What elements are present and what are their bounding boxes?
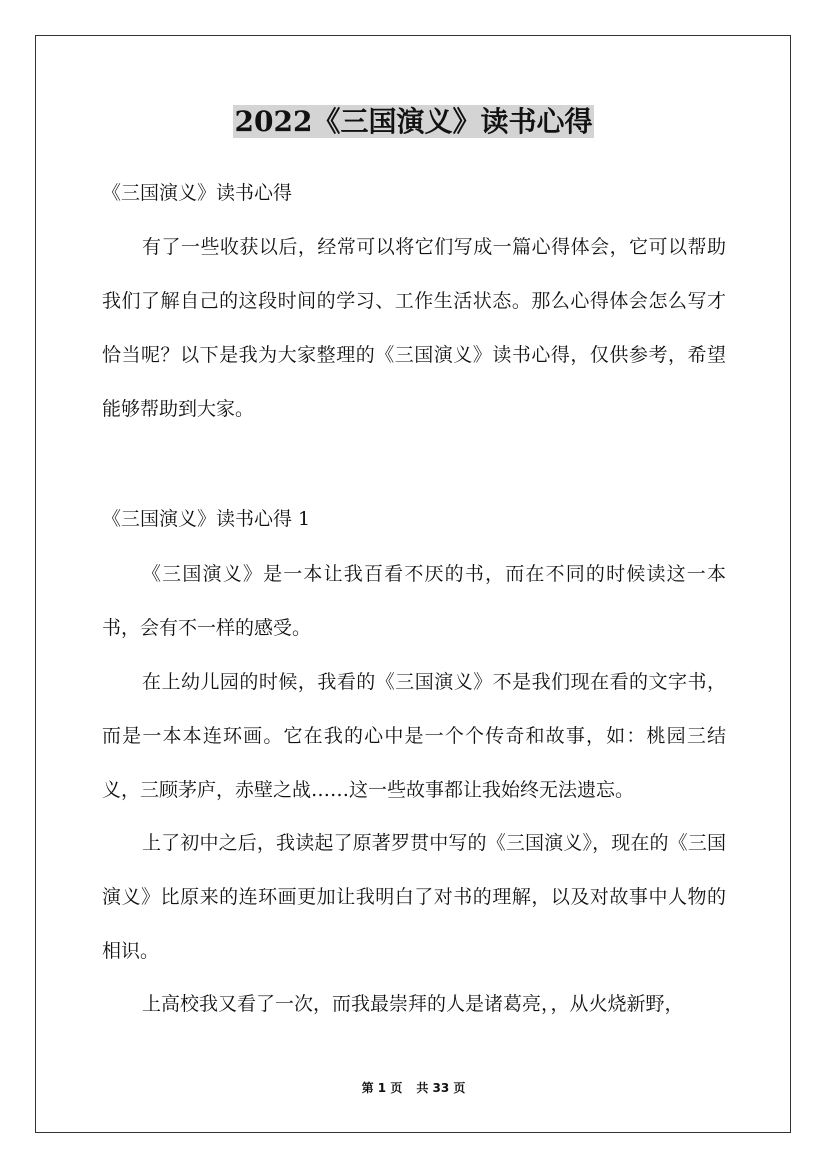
page-footer	[0, 1080, 827, 1096]
body-paragraph-3: 上了初中之后，我读起了原著罗贯中写的《三国演义》，现在的《三国演义》比原来的连环画更加让我明白了对书的理解，以及对故事中人物的相识。	[102, 832, 726, 962]
title-text: 2022《三国演义》读书心得	[234, 105, 593, 138]
document-title	[0, 100, 827, 144]
section-heading: 《三国演义》读书心得 1	[102, 508, 311, 530]
intro-paragraph: 有了一些收获以后，经常可以将它们写成一篇心得体会，它可以帮助我们了解自己的这段时间的学习、工作生活状态。那么心得体会怎么写才恰当呢？以下是我为大家整理的《三国演义》读书心得，仅供参考，希望能够帮助到大家。	[102, 236, 726, 420]
page-total: 共 33 页	[416, 1081, 466, 1095]
body-paragraph-1: 《三国演义》是一本让我百看不厌的书，而在不同的时候读这一本书，会有不一样的感受。	[102, 563, 726, 639]
intro-heading: 《三国演义》读书心得	[102, 182, 293, 204]
body-paragraph-2: 在上幼儿园的时候，我看的《三国演义》不是我们现在看的文字书，而是一本本连环画。它在我的心中是一个个传奇和故事，如：桃园三结义，三顾茅庐，赤壁之战……这一些故事都让我始终无法遗忘。	[102, 671, 726, 801]
body-paragraph-4: 上高校我又看了一次，而我最崇拜的人是诸葛亮，，从火烧新野，	[142, 993, 684, 1015]
page-number: 第 1 页	[361, 1081, 403, 1095]
